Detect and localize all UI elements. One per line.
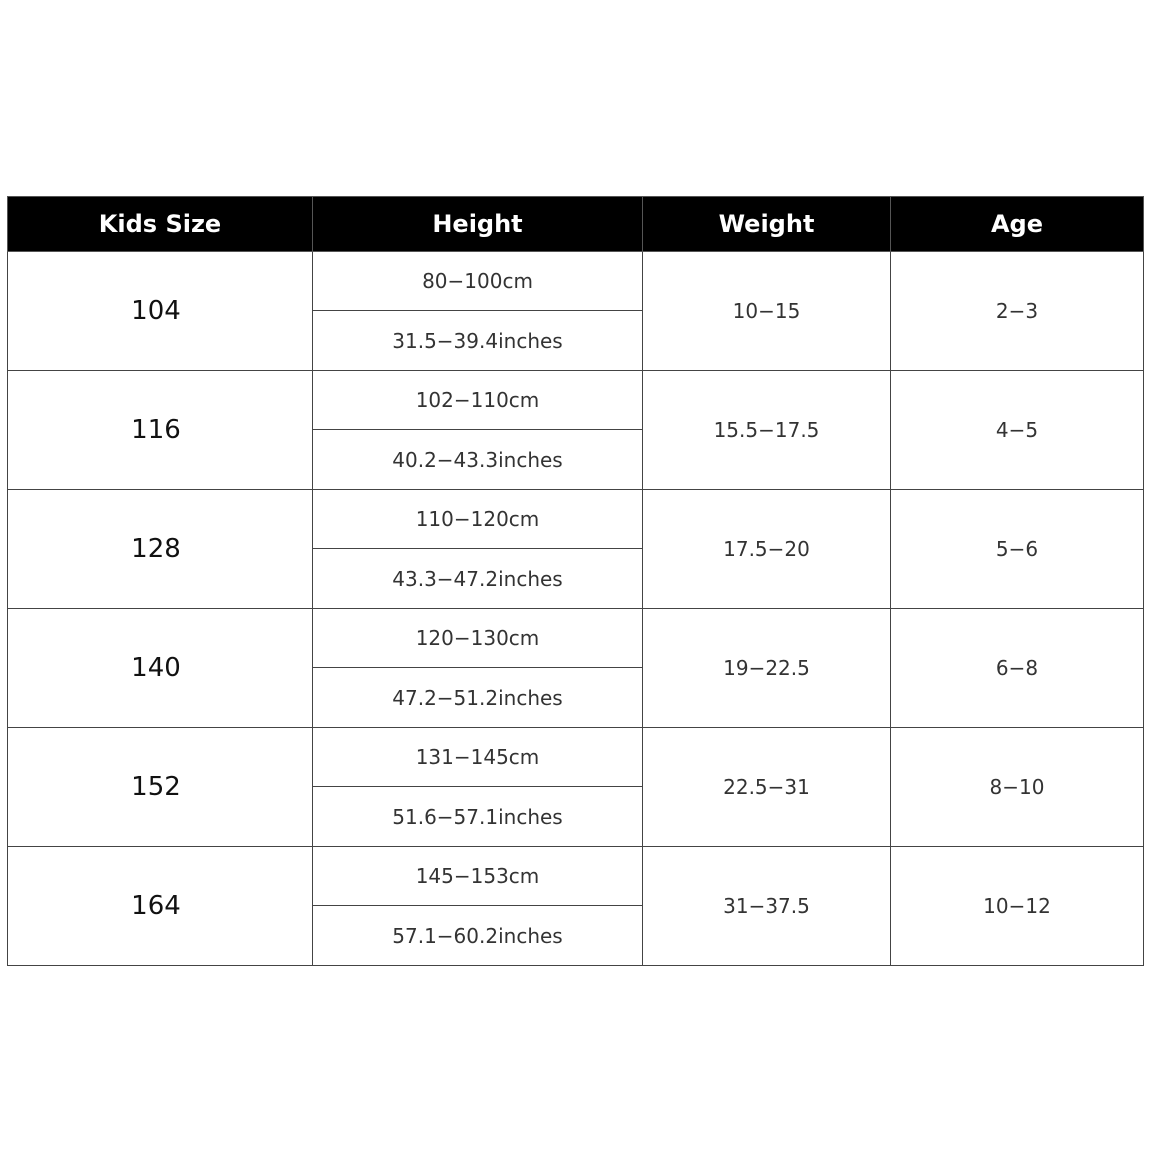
height-inches-cell: 51.6−57.1inches (313, 787, 643, 847)
kids-size-cell: 128 (8, 490, 313, 609)
height-cm-cell: 80−100cm (313, 252, 643, 311)
height-inches-cell: 47.2−51.2inches (313, 668, 643, 728)
age-cell: 2−3 (891, 252, 1144, 371)
height-cm-cell: 131−145cm (313, 728, 643, 787)
table-row (8, 252, 1144, 311)
height-inches-cell: 40.2−43.3inches (313, 430, 643, 490)
table-row (8, 728, 1144, 787)
age-cell: 8−10 (891, 728, 1144, 847)
height-cm-cell: 110−120cm (313, 490, 643, 549)
table-body (8, 252, 1144, 966)
table-row (8, 371, 1144, 430)
kids-size-cell: 164 (8, 847, 313, 966)
table-row (8, 847, 1144, 906)
kids-size-cell: 104 (8, 252, 313, 371)
kids-size-cell: 152 (8, 728, 313, 847)
header-weight: Weight (643, 197, 891, 252)
age-cell: 6−8 (891, 609, 1144, 728)
table-row (8, 490, 1144, 549)
weight-cell: 10−15 (643, 252, 891, 371)
age-cell: 4−5 (891, 371, 1144, 490)
kids-size-cell: 140 (8, 609, 313, 728)
weight-cell: 31−37.5 (643, 847, 891, 966)
height-cm-cell: 102−110cm (313, 371, 643, 430)
header-age: Age (891, 197, 1144, 252)
height-inches-cell: 31.5−39.4inches (313, 311, 643, 371)
weight-cell: 17.5−20 (643, 490, 891, 609)
weight-cell: 15.5−17.5 (643, 371, 891, 490)
table-row (8, 609, 1144, 668)
header-kids-size: Kids Size (8, 197, 313, 252)
age-cell: 5−6 (891, 490, 1144, 609)
size-chart-table (7, 196, 1144, 966)
kids-size-cell: 116 (8, 371, 313, 490)
height-inches-cell: 57.1−60.2inches (313, 906, 643, 966)
age-cell: 10−12 (891, 847, 1144, 966)
header-height: Height (313, 197, 643, 252)
weight-cell: 19−22.5 (643, 609, 891, 728)
header-row (8, 197, 1144, 252)
height-cm-cell: 145−153cm (313, 847, 643, 906)
weight-cell: 22.5−31 (643, 728, 891, 847)
height-inches-cell: 43.3−47.2inches (313, 549, 643, 609)
height-cm-cell: 120−130cm (313, 609, 643, 668)
